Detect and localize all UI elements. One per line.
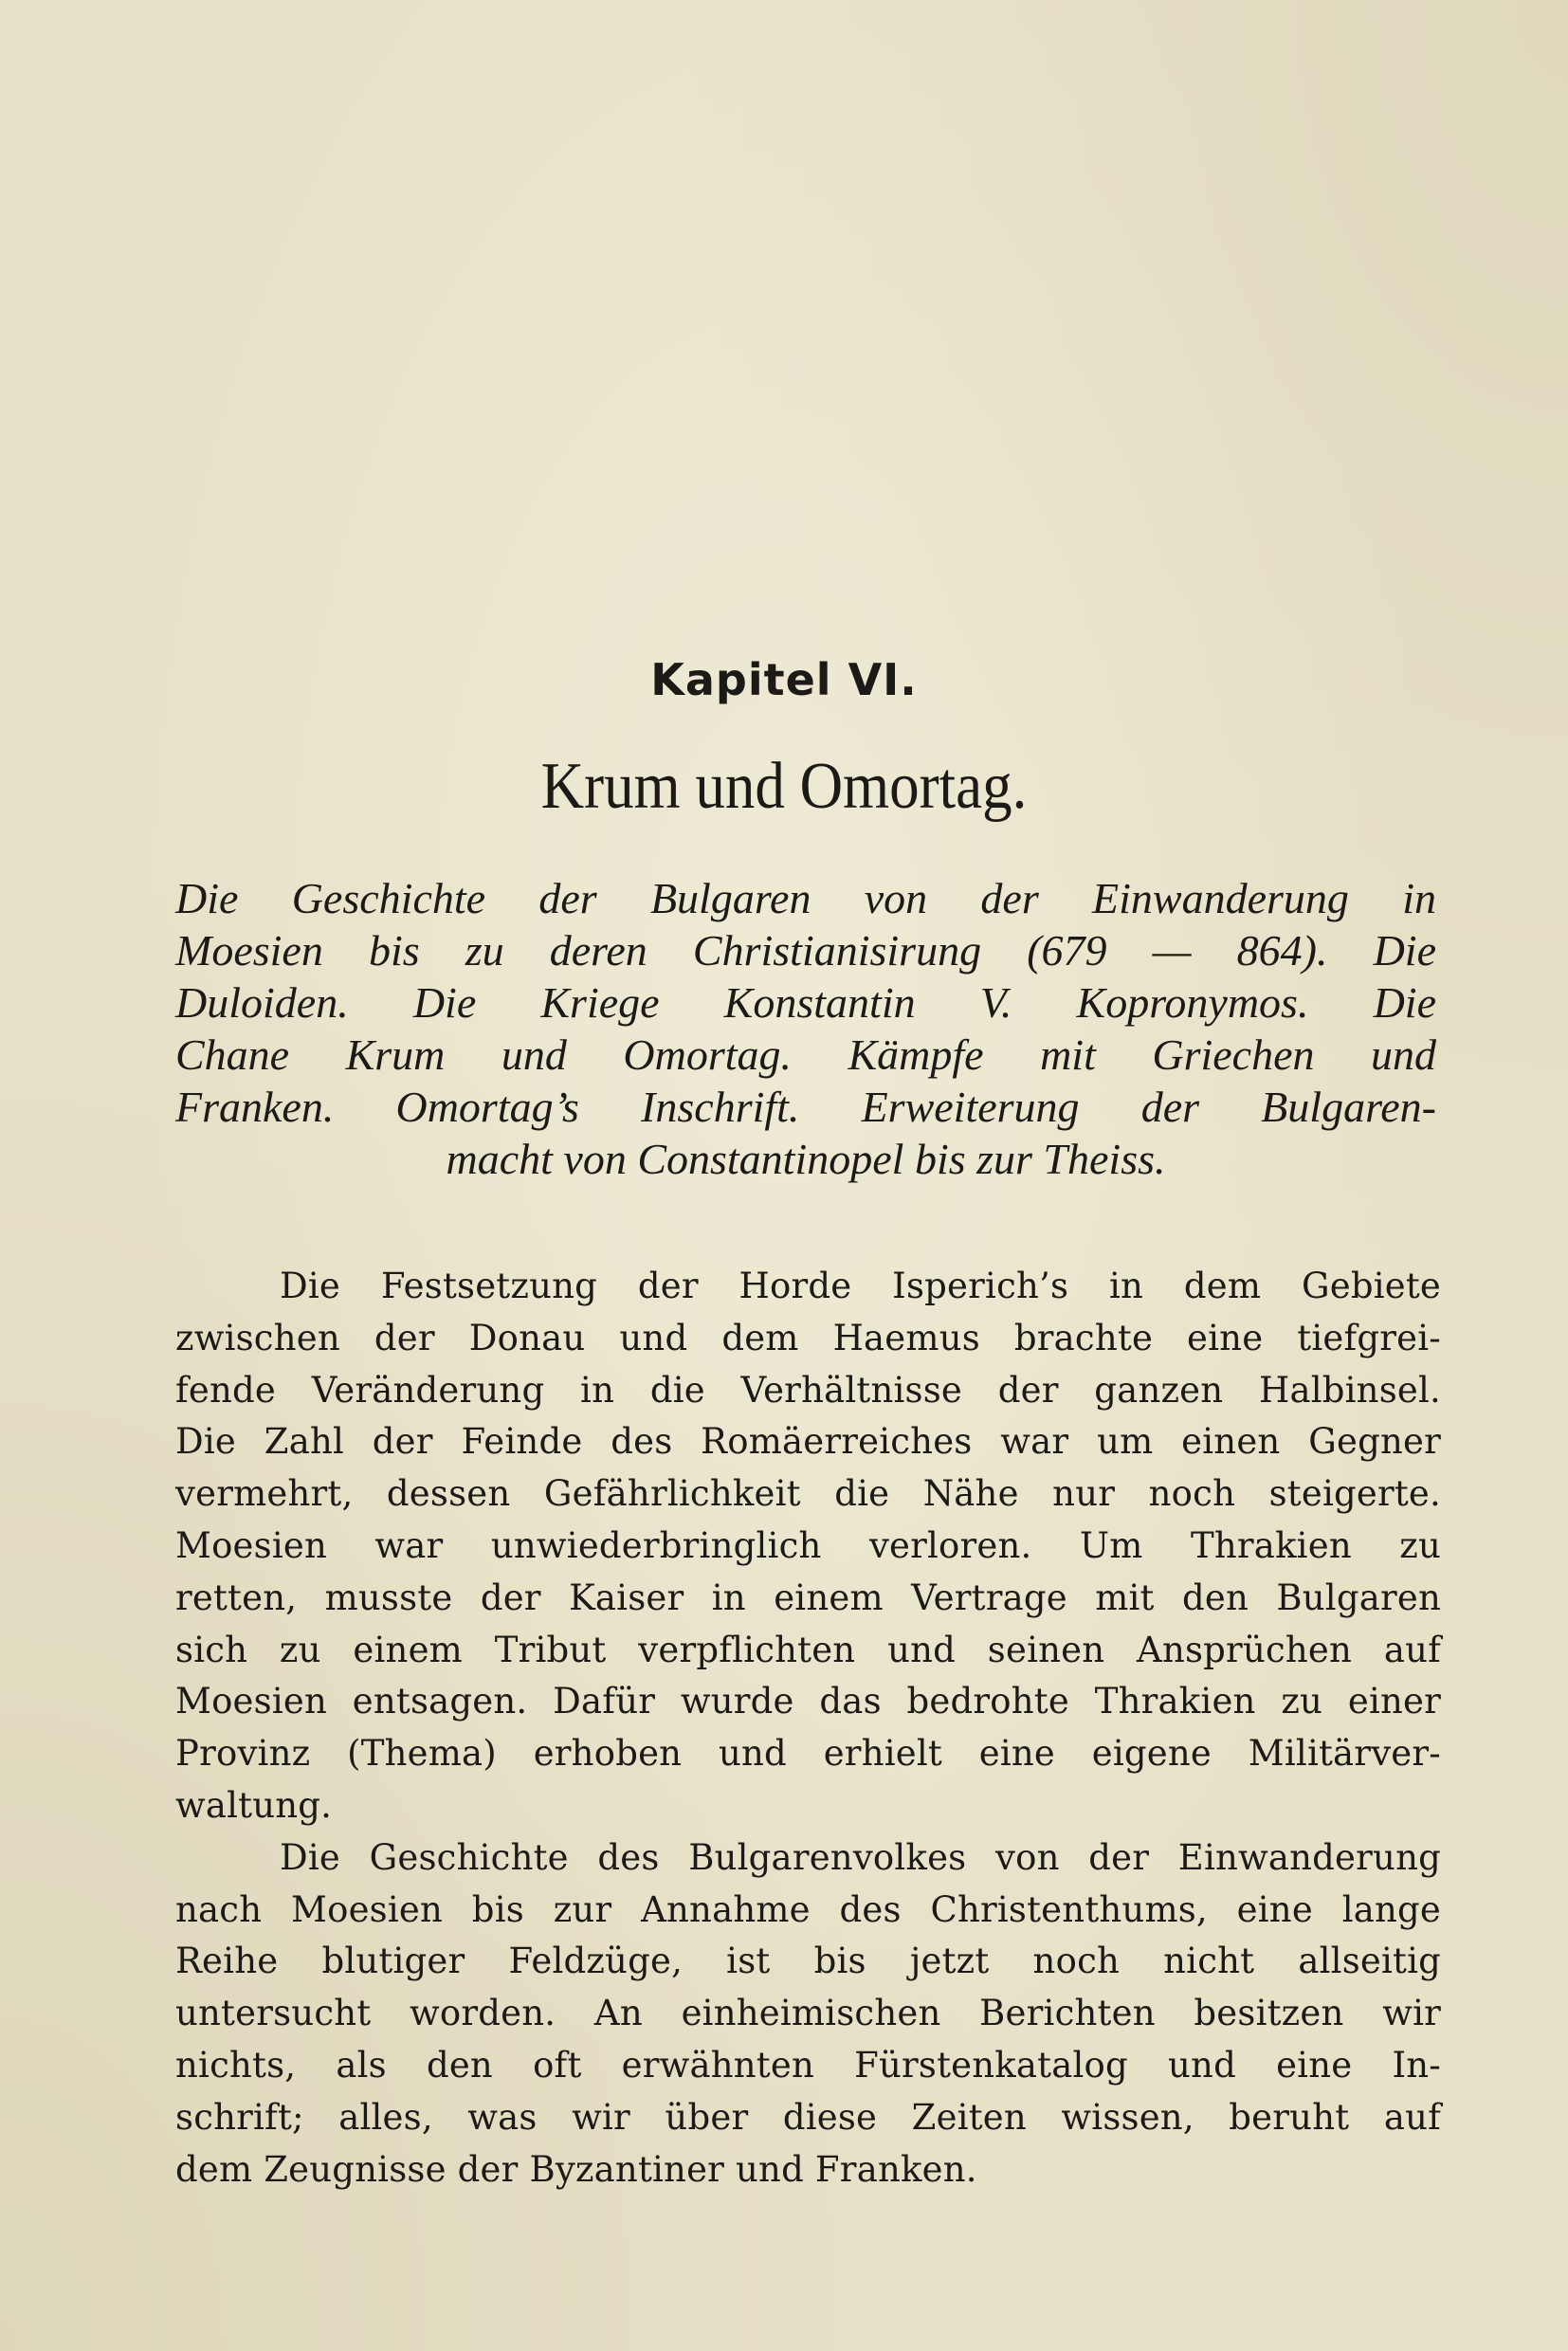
text-line: untersucht worden. An einheimischen Berichten besitzen wir: [175, 1993, 1441, 2034]
text-line: zwischen der Donau und dem Haemus brachte eine tiefgrei-: [175, 1317, 1441, 1358]
text-line: nach Moesien bis zur Annahme des Christenthums, eine lange: [175, 1888, 1441, 1930]
summary-line: Die Geschichte der Bulgaren von der Einwanderung in: [175, 874, 1436, 922]
chapter-title: Krum und Omortag.: [540, 750, 1028, 823]
text-line: Moesien war unwiederbringlich verloren. Um Thrakien zu: [175, 1524, 1441, 1566]
chapter-summary: [175, 872, 1436, 1185]
text-line: fende Veränderung in die Verhältnisse der ganzen Halbinsel.: [175, 1369, 1441, 1411]
text-line: sich zu einem Tribut verpflichten und seinen Ansprüchen auf: [175, 1629, 1441, 1670]
summary-line: macht von Constantinopel bis zur Theiss.: [446, 1135, 1166, 1183]
text-line: retten, musste der Kaiser in einem Vertrage mit den Bulgaren: [175, 1576, 1441, 1618]
text-line: Provinz (Thema) erhoben und erhielt eine eigene Militärver-: [175, 1733, 1441, 1775]
body-text: [175, 1261, 1441, 2196]
text-line: nichts, als den oft erwähnten Fürstenkatalog und eine In-: [175, 2044, 1441, 2086]
text-line: Die Geschichte des Bulgarenvolkes von der Einwanderung: [280, 1836, 1441, 1878]
text-line: schrift; alles, was wir über diese Zeiten wissen, beruht auf: [175, 2096, 1441, 2138]
text-line: vermehrt, dessen Gefährlichkeit die Nähe nur noch steigerte.: [175, 1473, 1441, 1515]
summary-line: Moesien bis zu deren Christianisirung (679 — 864). Die: [175, 926, 1436, 975]
paragraph-2: [175, 1832, 1441, 2196]
paragraph-1: [175, 1261, 1441, 1832]
text-line: waltung.: [175, 1784, 333, 1826]
text-line: Die Zahl der Feinde des Romäerreiches war um einen Gegner: [175, 1421, 1441, 1463]
text-line: Reihe blutiger Feldzüge, ist bis jetzt noch nicht allseitig: [175, 1941, 1441, 1982]
text-line: Die Festsetzung der Horde Isperich’s in dem Gebiete: [280, 1266, 1441, 1306]
chapter-label: Kapitel VI.: [650, 654, 918, 705]
summary-line: Franken. Omortag’s Inschrift. Erweiterung der Bulgaren-: [175, 1083, 1436, 1131]
text-line: dem Zeugnisse der Byzantiner und Franken.: [175, 2148, 977, 2190]
text-line: Moesien entsagen. Dafür wurde das bedrohte Thrakien zu einer: [175, 1681, 1441, 1722]
summary-line: Duloiden. Die Kriege Konstantin V. Kopronymos. Die: [175, 978, 1436, 1027]
summary-line: Chane Krum und Omortag. Kämpfe mit Griechen und: [175, 1030, 1436, 1079]
